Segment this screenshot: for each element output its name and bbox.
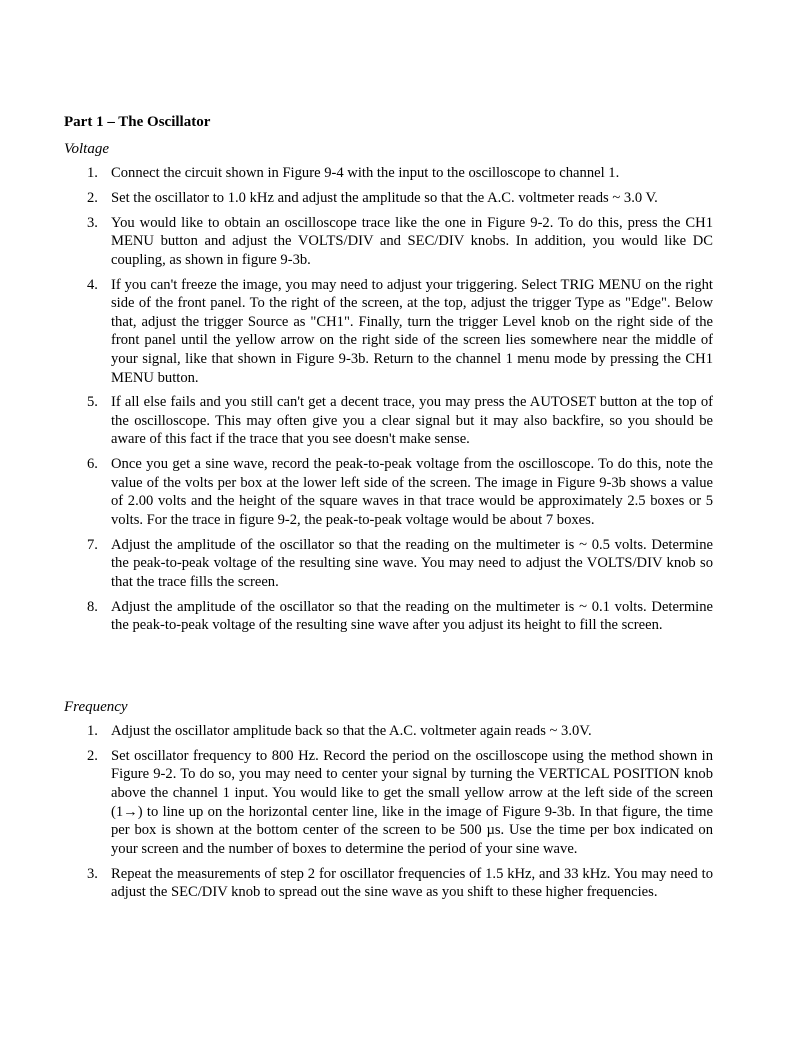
list-item	[0, 276, 713, 388]
step-number: 1.	[87, 723, 98, 739]
step-number: 2.	[87, 747, 98, 764]
step-text: Connect the circuit shown in Figure 9-4 with the input to the oscilloscope to channel 1.	[111, 165, 620, 181]
step-text: Repeat the measurements of step 2 for oscillator frequencies of 1.5 kHz, and 33 kHz. You may need to adjust the SEC/DIV knob to spread out the sine wave as you shift to these higher frequencies.	[111, 865, 713, 901]
step-text: Set the oscillator to 1.0 kHz and adjust the amplitude so that the A.C. voltmeter reads ~ 3.0 V.	[111, 189, 658, 206]
step-text: Set oscillator frequency to 800 Hz. Record the period on the oscilloscope using the method shown in Figure 9-2. To do so, you may need to center your signal by turning the VERTICAL POSITION knob above the channel 1 input. You would like to get the small yellow arrow at the left side of the screen (1→) to line up on the horizontal center line, like in the image of Figure 9-3b. In that figure, the time per box is shown at the bottom center of the screen to be 500 µs. Use the time per box indicated on your screen and the number of boxes to determine the period of your sine wave.	[111, 747, 713, 857]
step-number: 7.	[87, 536, 98, 553]
step-text: Once you get a sine wave, record the peak-to-peak voltage from the oscilloscope. To do this, note the value of the volts per box at the lower left side of the screen. The image in Figure 9-3b shows a value of 2.00 volts and the height of the square waves in that trace would be approximately 2.5 boxes or 5 volts. For the trace in figure 9-2, the peak-to-peak voltage would be about 7 boxes.	[111, 456, 713, 529]
step-number: 6.	[87, 456, 98, 473]
step-text: If you can't freeze the image, you may need to adjust your triggering. Select TRIG MENU on the right side of the front panel. To the right of the screen, at the top, adjust the trigger Type as "Edge". Below that, adjust the trigger Source as "CH1". Finally, turn the trigger Level knob on the right side of the front panel until the yellow arrow on the right side of the screen lies somewhere near the middle of your signal, like that shown in Figure 9-3b. Return to the channel 1 menu mode by pressing the CH1 MENU button.	[111, 276, 713, 386]
list-item	[0, 536, 713, 592]
part-title: Part 1 – The Oscillator	[64, 114, 211, 130]
step-number: 3.	[87, 865, 98, 882]
voltage-steps-list	[0, 164, 713, 641]
list-item	[0, 393, 713, 449]
list-item	[0, 747, 713, 859]
frequency-steps-list	[0, 722, 713, 908]
list-item	[0, 865, 713, 902]
list-item	[0, 214, 713, 270]
step-number: 3.	[87, 214, 98, 231]
list-item	[0, 598, 713, 635]
frequency-heading: Frequency	[64, 699, 128, 715]
step-text: If all else fails and you still can't get a decent trace, you may press the AUTOSET button at the top of the oscilloscope. This may often give you a clear signal but it may also backfire, so you should be aware of this fact if the trace that you see doesn't make sense.	[111, 394, 713, 448]
list-item	[0, 164, 713, 183]
list-item	[0, 189, 713, 208]
step-number: 8.	[87, 598, 98, 615]
step-number: 1.	[87, 165, 98, 181]
step-number: 4.	[87, 276, 98, 293]
list-item	[0, 722, 713, 741]
step-number: 5.	[87, 394, 98, 411]
step-text: Adjust the oscillator amplitude back so that the A.C. voltmeter again reads ~ 3.0V.	[111, 723, 592, 739]
list-item	[0, 455, 713, 529]
step-text: You would like to obtain an oscilloscope trace like the one in Figure 9-2. To do this, press the CH1 MENU button and adjust the VOLTS/DIV and SEC/DIV knobs. In addition, you would like DC coupling, as shown in figure 9-3b.	[111, 214, 713, 268]
voltage-heading: Voltage	[64, 141, 109, 157]
step-text: Adjust the amplitude of the oscillator so that the reading on the multimeter is ~ 0.5 volts. Determine the peak-to-peak voltage of the resulting sine wave. You may need to adjust the VOLTS/DIV knob so that the trace fills the screen.	[111, 536, 713, 590]
step-number: 2.	[87, 189, 98, 206]
step-text: Adjust the amplitude of the oscillator so that the reading on the multimeter is ~ 0.1 volts. Determine the peak-to-peak voltage of the resulting sine wave after you adjust its height to fill the screen.	[111, 598, 713, 634]
